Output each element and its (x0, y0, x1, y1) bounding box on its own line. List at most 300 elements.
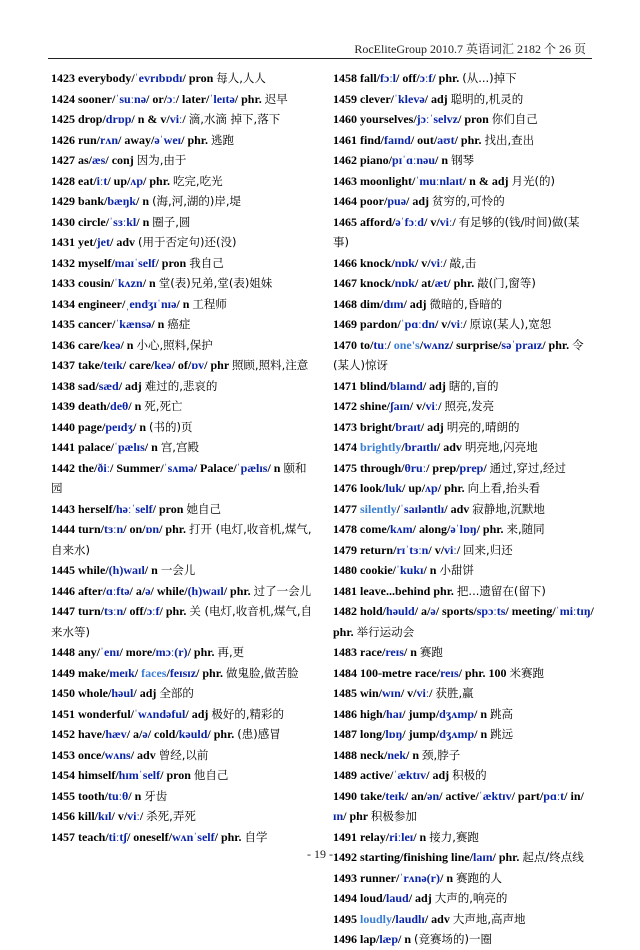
entry-number: 1453 (51, 747, 75, 762)
chinese-meaning: 接力,赛跑 (429, 829, 479, 844)
chinese-meaning: 聪明的,机灵的 (450, 91, 524, 106)
vocab-entry (333, 724, 595, 745)
entry-text: dim/ (357, 296, 384, 311)
entry-text: / (463, 317, 470, 331)
entry-text: / adj (408, 891, 435, 905)
entry-text: / (392, 911, 396, 926)
phonetic: əˈlɒŋ (450, 522, 477, 536)
entry-text: knock/ (357, 255, 395, 270)
vocab-entry (51, 253, 313, 274)
entry-text: runner/ (357, 870, 400, 885)
vocab-entry (333, 827, 595, 848)
phonetic: viː (444, 542, 457, 557)
chinese-meaning: 照亮,发亮 (444, 399, 495, 413)
phonetic: braɪt (395, 419, 421, 434)
vocab-entry (333, 130, 595, 151)
entry-number: 1429 (51, 194, 75, 208)
phonetic: həːˈself (116, 501, 153, 516)
phonetic: lɒŋ (385, 727, 403, 741)
chinese-meaning: 他自己 (193, 768, 229, 782)
entry-text: / n (142, 276, 159, 290)
entry-text: long/ (357, 727, 386, 741)
chinese-meaning: 积极的 (452, 768, 487, 782)
chinese-meaning: 跳远 (490, 727, 514, 741)
chinese-meaning: 迟早 (264, 91, 288, 106)
highlighted-word: loudly (360, 911, 393, 926)
entry-number: 1459 (333, 91, 357, 106)
phonetic: viː (450, 317, 464, 331)
phonetic: pɑːt (543, 788, 565, 803)
entry-text: / v/ (434, 317, 451, 331)
entry-text: / v/ (409, 399, 426, 413)
chinese-meaning: 极好的,精彩的 (211, 706, 285, 721)
phonetic: prep (459, 460, 484, 475)
chinese-meaning: 钢琴 (451, 153, 475, 167)
chinese-meaning: 宫,宫殿 (160, 440, 199, 454)
chinese-meaning: 逃跑 (211, 132, 235, 147)
entry-text: / (182, 112, 189, 126)
phonetic: feɪsɪz (169, 665, 197, 680)
vocab-entry (333, 560, 595, 581)
phonetic: braɪtlɪ (404, 440, 437, 454)
phonetic: reɪs (440, 665, 459, 680)
entry-number: 1493 (333, 870, 357, 885)
phonetic: nek (387, 747, 407, 762)
vocab-entry (51, 765, 313, 786)
phonetic: nɒk (394, 255, 415, 270)
phonetic: viː (425, 399, 439, 413)
entry-text: / on/ (123, 522, 146, 536)
entry-text: / off/ (123, 604, 147, 618)
phonetic: teɪk (103, 358, 123, 372)
entry-text: as/ (75, 153, 93, 167)
entry-text: / care/ (122, 358, 155, 372)
vocab-entry (333, 68, 595, 89)
entry-text: 100-metre race/ (357, 665, 441, 680)
entry-text: / surprise/ (449, 337, 502, 352)
phonetic: luk (385, 481, 403, 495)
chinese-meaning: (海,河,湖的)岸,堤 (152, 194, 242, 208)
entry-text: / (166, 665, 170, 680)
entry-text: / (401, 440, 405, 454)
vocab-entry (51, 519, 313, 560)
entry-text: circle/ (75, 214, 110, 229)
vocab-entry (51, 314, 313, 335)
vocab-entry (333, 663, 595, 684)
vocab-entry (333, 212, 595, 253)
entry-number: 1468 (333, 296, 357, 311)
entry-text: tooth/ (75, 788, 108, 803)
entry-number: 1461 (333, 132, 357, 147)
entry-text: / n & adj (462, 173, 512, 188)
entry-text: page/ (75, 419, 106, 434)
phonetic: ˈleɪtə (209, 91, 235, 106)
vocab-entry (333, 888, 595, 909)
phonetic: puə (387, 194, 407, 208)
entry-number: 1436 (51, 337, 75, 352)
phonetic: ˈpɑːdn (400, 317, 435, 331)
chinese-meaning: 曾经,以前 (158, 747, 209, 762)
entry-number: 1433 (51, 276, 75, 290)
entry-number: 1495 (333, 911, 357, 926)
entry-text: / n (398, 932, 415, 946)
chinese-meaning: 颈,脖子 (422, 747, 461, 762)
entry-text: / pron (457, 112, 492, 126)
entry-text: / Summer/ (110, 460, 164, 475)
entry-text: run/ (75, 132, 101, 147)
phonetic: əˈfɔːd (395, 214, 424, 229)
vocab-entry (333, 786, 595, 827)
phonetic: ɒv (191, 358, 205, 372)
chinese-meaning: 我自己 (189, 255, 224, 270)
vocab-entry (51, 437, 313, 458)
chinese-meaning: (从...)掉下 (462, 71, 517, 85)
entry-text: yet/ (75, 235, 97, 249)
vocab-entry (333, 519, 595, 540)
chinese-meaning: 把...遗留在(留下) (456, 583, 546, 598)
entry-number: 1430 (51, 214, 75, 229)
phonetic: ən (427, 788, 440, 803)
entry-number: 1439 (51, 399, 75, 413)
vocab-entry (333, 437, 595, 458)
vocab-entry (333, 704, 595, 725)
phonetic: wʌnz (423, 337, 450, 352)
vocab-entry (51, 68, 313, 89)
entry-text: fall/ (357, 71, 380, 85)
entry-number: 1485 (333, 686, 357, 700)
chinese-meaning: 做鬼脸,做苦脸 (225, 665, 299, 680)
chinese-meaning: 癌症 (167, 317, 191, 331)
vocab-entry (51, 458, 313, 499)
phonetic: ə (430, 604, 436, 618)
entry-text: / phr. (492, 850, 523, 864)
entry-text: take/ (357, 788, 386, 803)
entry-text: / (429, 686, 436, 700)
phonetic: ɑːftə (105, 583, 130, 598)
phonetic: ˈsɜːkl (109, 214, 137, 229)
chinese-meaning: 一会儿 (160, 563, 196, 577)
phonetic: ˈmiːtɪŋ (555, 604, 591, 618)
chinese-meaning: 照顾,照料,注意 (231, 358, 309, 372)
entry-text: cookie/ (357, 563, 396, 577)
chinese-meaning: 回来,归还 (463, 542, 513, 557)
entry-text: myself/ (75, 255, 115, 270)
phonetic: drɒp (105, 112, 132, 126)
entry-number: 1488 (333, 747, 357, 762)
entry-text: shine/ (357, 399, 391, 413)
vocab-entry (51, 745, 313, 766)
vocab-entry (51, 642, 313, 663)
entry-text: wonderful/ (75, 706, 135, 721)
entry-text: / pron (152, 501, 187, 516)
phonetic: ˈkænsə (115, 317, 152, 331)
entry-number: 1462 (333, 153, 357, 167)
entry-text: neck/ (357, 747, 388, 762)
entry-text: / (419, 337, 424, 352)
vocab-entry (51, 806, 313, 827)
phonetic: wʌns (104, 747, 131, 762)
vocab-entry (333, 376, 595, 397)
entry-number: 1438 (51, 378, 75, 393)
phonetic: keə (154, 358, 172, 372)
entry-text: / oneself/ (126, 829, 172, 844)
entry-text: find/ (357, 132, 385, 147)
entry-number: 1454 (51, 768, 75, 782)
phonetic: fɔːl (380, 71, 396, 85)
phonetic: θruː (404, 460, 427, 475)
entry-text: moonlight/ (357, 173, 416, 188)
entry-text: / n (176, 296, 193, 311)
entry-text: kill/ (75, 809, 99, 823)
chinese-meaning: 原谅(某人),宽恕 (469, 317, 552, 331)
highlighted-word: brightly (360, 440, 402, 454)
phonetic: ə (145, 583, 151, 598)
phonetic: ɔːf (419, 71, 433, 85)
entry-text: / n (144, 563, 161, 577)
phonetic: ʌp (130, 173, 144, 188)
left-column (51, 68, 313, 847)
entry-text: pron (185, 71, 217, 85)
entry-number: 1425 (51, 112, 75, 126)
phonetic: ˈmuːnlaɪt (415, 173, 463, 188)
chinese-meaning: 她自己 (186, 501, 221, 516)
entry-number: 1426 (51, 132, 75, 147)
phonetic: viː (416, 686, 430, 700)
entry-number: 1474 (333, 440, 357, 454)
vocab-entry (51, 396, 313, 417)
phonetic: viː (430, 255, 444, 270)
entry-text: / a/ (129, 583, 146, 598)
entry-text: / n (136, 194, 153, 208)
entry-number: 1479 (333, 542, 357, 557)
entry-text: / adv (109, 235, 138, 249)
phonetic: tuːθ (108, 788, 129, 803)
entry-text: bank/ (75, 194, 108, 208)
phonetic: tuː (373, 337, 388, 352)
entry-text: / a/ (126, 727, 143, 741)
entry-number: 1473 (333, 419, 357, 434)
entry-text: / n (144, 440, 161, 454)
chinese-meaning: 来,随同 (506, 522, 545, 536)
vocab-entry (333, 765, 595, 786)
vocab-entry (51, 683, 313, 704)
entry-text: / adv (424, 911, 453, 926)
entry-text: death/ (75, 399, 111, 413)
entry-text: drop/ (75, 112, 106, 126)
highlighted-word: faces (141, 665, 167, 680)
chinese-meaning: 过了一会儿 (253, 583, 312, 598)
entry-text: / n (120, 337, 137, 352)
entry-text: return/ (357, 542, 397, 557)
entry-text: / phr. (196, 665, 226, 680)
vocab-entry (51, 150, 313, 171)
entry-text: / adj (185, 706, 212, 721)
chinese-meaning: 瞎的,盲的 (448, 378, 499, 393)
chinese-meaning: 明亮地,闪亮地 (464, 440, 538, 454)
entry-number: 1451 (51, 706, 75, 721)
entry-text: the/ (75, 460, 98, 475)
chinese-meaning: 再,更 (217, 645, 245, 659)
vocab-entry (333, 478, 595, 499)
vocab-entry (333, 868, 595, 889)
vocab-entry (333, 458, 595, 479)
phonetic: dʒʌmp (439, 727, 475, 741)
entry-number: 1464 (333, 194, 357, 208)
entry-text: / adj (426, 768, 453, 782)
entry-number: 1442 (51, 460, 75, 475)
vocab-entry (333, 171, 595, 192)
phonetic: blaɪnd (390, 378, 423, 393)
chinese-meaning: (书的)页 (149, 419, 193, 434)
entry-number: 1463 (333, 173, 357, 188)
entry-number: 1445 (51, 563, 75, 577)
entry-text: / adj (118, 378, 145, 393)
phonetic: ˈkʌzn (114, 276, 143, 290)
highlighted-word: silently (360, 501, 397, 516)
entry-text: / (182, 71, 186, 85)
entry-text: / phr. (432, 71, 463, 85)
entry-text: whole/ (75, 686, 112, 700)
vocab-entry (51, 294, 313, 315)
entry-text: / off/ (396, 71, 420, 85)
entry-number: 1441 (51, 440, 75, 454)
entry-text: / phr. (454, 132, 485, 147)
right-column (333, 68, 595, 950)
entry-text: / n (128, 788, 145, 803)
phonetic: wʌnˈself (171, 829, 215, 844)
entry-text: poor/ (357, 194, 388, 208)
entry-text: / adv (444, 501, 473, 516)
chinese-meaning: 跳高 (490, 706, 514, 721)
entry-text: / a/ (414, 604, 431, 618)
entry-text: / v/ (414, 255, 431, 270)
entry-text: / n (406, 747, 423, 762)
entry-text: / adj (406, 194, 433, 208)
phonetic: ˈsʌmə (163, 460, 194, 475)
entry-number: 1478 (333, 522, 357, 536)
phonetic: hɪmˈself (118, 768, 161, 782)
phonetic: deθ (110, 399, 129, 413)
entry-text: / v/ (111, 809, 128, 823)
vocab-entry (333, 314, 595, 335)
entry-text: / up/ (107, 173, 131, 188)
entry-text: / phr (204, 358, 232, 372)
entry-text: relay/ (357, 829, 390, 844)
phonetic: laud (386, 891, 409, 905)
vocab-entry (51, 560, 313, 581)
chinese-meaning: 圈子,圆 (152, 214, 191, 229)
entry-text: / adv (130, 747, 159, 762)
vocab-entry (333, 396, 595, 417)
entry-text: sad/ (75, 378, 99, 393)
vocab-entry (333, 335, 595, 376)
phonetic: ˈæktɪv (393, 768, 427, 782)
phonetic: ˈæktɪv (478, 788, 512, 803)
entry-number: 1435 (51, 317, 75, 331)
entry-number: 1475 (333, 460, 357, 475)
chinese-meaning: 打开 (电灯,收音机,煤气,自来水) (51, 522, 312, 557)
vocab-entry (51, 130, 313, 151)
vocab-entry (51, 601, 313, 642)
entry-text: / at/ (414, 276, 435, 290)
entry-number: 1423 (51, 71, 75, 85)
chinese-meaning: 自学 (244, 829, 268, 844)
entry-text: himself/ (75, 768, 119, 782)
chinese-meaning: 牙齿 (144, 788, 168, 803)
entry-number: 1492 (333, 850, 357, 864)
chinese-meaning: 敲(门,窗等) (477, 276, 536, 290)
chinese-meaning: 杀死,弄死 (146, 809, 196, 823)
page-header: RocEliteGroup 2010.7 英语词汇 2182 个 26 页 (354, 42, 586, 56)
chinese-meaning: 米赛跑 (509, 665, 545, 680)
entry-text: / n (413, 829, 430, 844)
phonetic: reɪs (385, 645, 404, 659)
phonetic: ðiː (97, 460, 111, 475)
vocab-entry (51, 109, 313, 130)
entry-text: turn/ (75, 522, 105, 536)
vocab-entry (51, 355, 313, 376)
phonetic: ˈsuːnə (115, 91, 147, 106)
chinese-meaning: 通过,穿过,经过 (489, 460, 566, 475)
entry-number: 1444 (51, 522, 75, 536)
chinese-meaning: 因为,由于 (136, 153, 187, 167)
entry-text: / adv (436, 440, 465, 454)
phonetic: meɪk (109, 665, 135, 680)
entry-text: / more/ (119, 645, 156, 659)
entry-number: 1486 (333, 706, 357, 721)
chinese-meaning: 吃完,吃光 (172, 173, 223, 188)
entry-number: 1455 (51, 788, 75, 803)
phonetic: ʌp (425, 481, 438, 495)
entry-text: / phr. (143, 173, 173, 188)
entry-text: / n (136, 214, 153, 229)
entry-number: 1483 (333, 645, 357, 659)
vocab-entry (333, 499, 595, 520)
entry-number: 1469 (333, 317, 357, 331)
phonetic: ˈkukɪ (396, 563, 424, 577)
chinese-meaning: 令(某人)惊讶 (333, 337, 584, 372)
vocab-entry (51, 724, 313, 745)
entry-text: / phr. (207, 727, 238, 741)
phonetic: jet (96, 235, 110, 249)
phonetic: həuld (386, 604, 415, 618)
vocab-entry (333, 929, 595, 950)
entry-number: 1482 (333, 604, 357, 618)
entry-number: 1494 (333, 891, 357, 905)
entry-text: / along/ (412, 522, 451, 536)
phonetic: (h)waɪl (108, 563, 145, 577)
entry-number: 1480 (333, 563, 357, 577)
entry-text: / jump/ (402, 727, 440, 741)
entry-text: look/ (357, 481, 386, 495)
entry-text: / phr. (187, 645, 218, 659)
phonetic: (h)waɪl (187, 583, 224, 598)
entry-text: / (139, 809, 147, 823)
entry-text: come/ (357, 522, 390, 536)
vocab-entry (333, 191, 595, 212)
phonetic: hæv (105, 727, 127, 741)
entry-text: / away/ (118, 132, 155, 147)
entry-number: 1496 (333, 932, 357, 946)
entry-text: / (438, 399, 445, 413)
phonetic: ə (142, 727, 148, 741)
chinese-meaning: 找出,查出 (484, 132, 535, 147)
entry-number: 1472 (333, 399, 357, 413)
entry-text: / adj (424, 91, 451, 106)
phonetic: spɔːts (476, 604, 506, 618)
entry-text: engineer/ (75, 296, 126, 311)
entry-text: / adj (133, 686, 160, 700)
